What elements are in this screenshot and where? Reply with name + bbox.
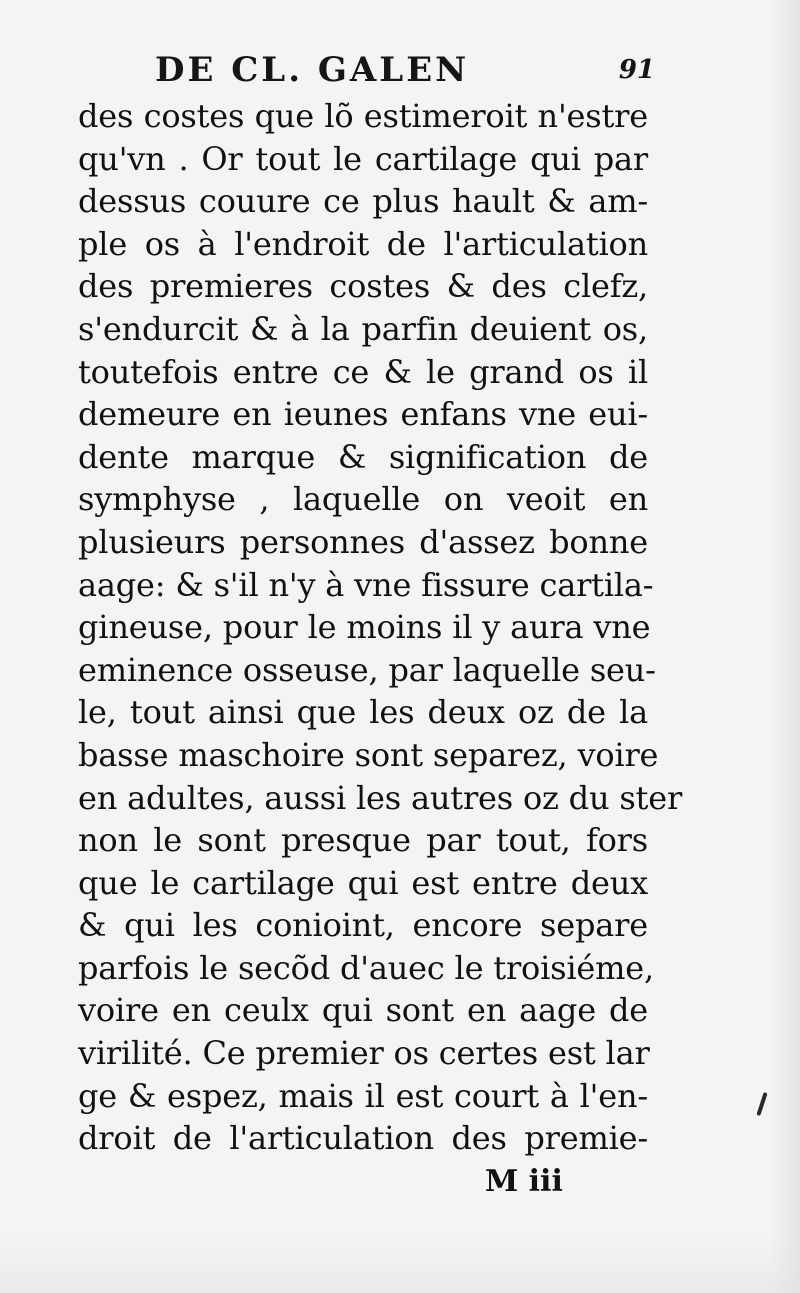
signature-mark: M iii xyxy=(485,1164,563,1199)
text-line: que le cartilage qui est entre deux xyxy=(78,863,648,902)
text-line: eminence osseuse, par laquelle seu- xyxy=(78,650,656,689)
text-line: droit de l'articulation des premie- xyxy=(78,1119,648,1158)
text-line: en adultes, aussi les autres oz du ster xyxy=(78,778,683,817)
body-text xyxy=(78,95,683,1160)
text-line: parfois le secõd d'auec le troisiéme, xyxy=(78,948,654,987)
page-header xyxy=(155,48,655,92)
text-line: symphyse , laquelle on veoit en xyxy=(78,480,648,519)
text-line: voire en ceulx qui sont en aage de xyxy=(78,991,648,1030)
text-line: basse maschoire sont separez, voire xyxy=(78,735,659,774)
page-edge-shadow xyxy=(770,0,800,1293)
text-line: des costes que lõ estimeroit n'estre xyxy=(78,97,648,135)
text-line: qu'vn . Or tout le cartilage qui par xyxy=(78,139,648,178)
text-line: des premieres costes & des clefz, xyxy=(78,267,648,306)
text-line: le, tout ainsi que les deux oz de la xyxy=(78,693,648,732)
text-line: non le sont presque par tout, fors xyxy=(78,821,648,860)
text-line: aage: & s'il n'y à vne fissure cartila- xyxy=(78,565,654,604)
text-line: dessus couure ce plus hault & am- xyxy=(78,182,648,221)
text-line: toutefois entre ce & le grand os il xyxy=(78,352,648,391)
text-line: virilité. Ce premier os certes est lar xyxy=(78,1034,650,1073)
text-line: ge & espez, mais il est court à l'en- xyxy=(78,1076,648,1115)
page-bottom-shade xyxy=(0,1233,800,1293)
running-title: DE CL. GALEN xyxy=(155,50,470,90)
text-line: demeure en ieunes enfans vne eui- xyxy=(78,395,648,434)
text-line: s'endurcit & à la parfin deuient os, xyxy=(78,309,648,348)
text-line: ple os à l'endroit de l'articulation xyxy=(78,224,648,263)
text-line: plusieurs personnes d'assez bonne xyxy=(78,522,648,561)
text-line: & qui les conioint, encore separe xyxy=(78,906,648,945)
page-number: 91 xyxy=(618,55,655,85)
ink-mark xyxy=(756,1092,767,1116)
text-line: gineuse, pour le moins il y aura vne xyxy=(78,608,651,647)
text-line: dente marque & signification de xyxy=(78,437,648,476)
